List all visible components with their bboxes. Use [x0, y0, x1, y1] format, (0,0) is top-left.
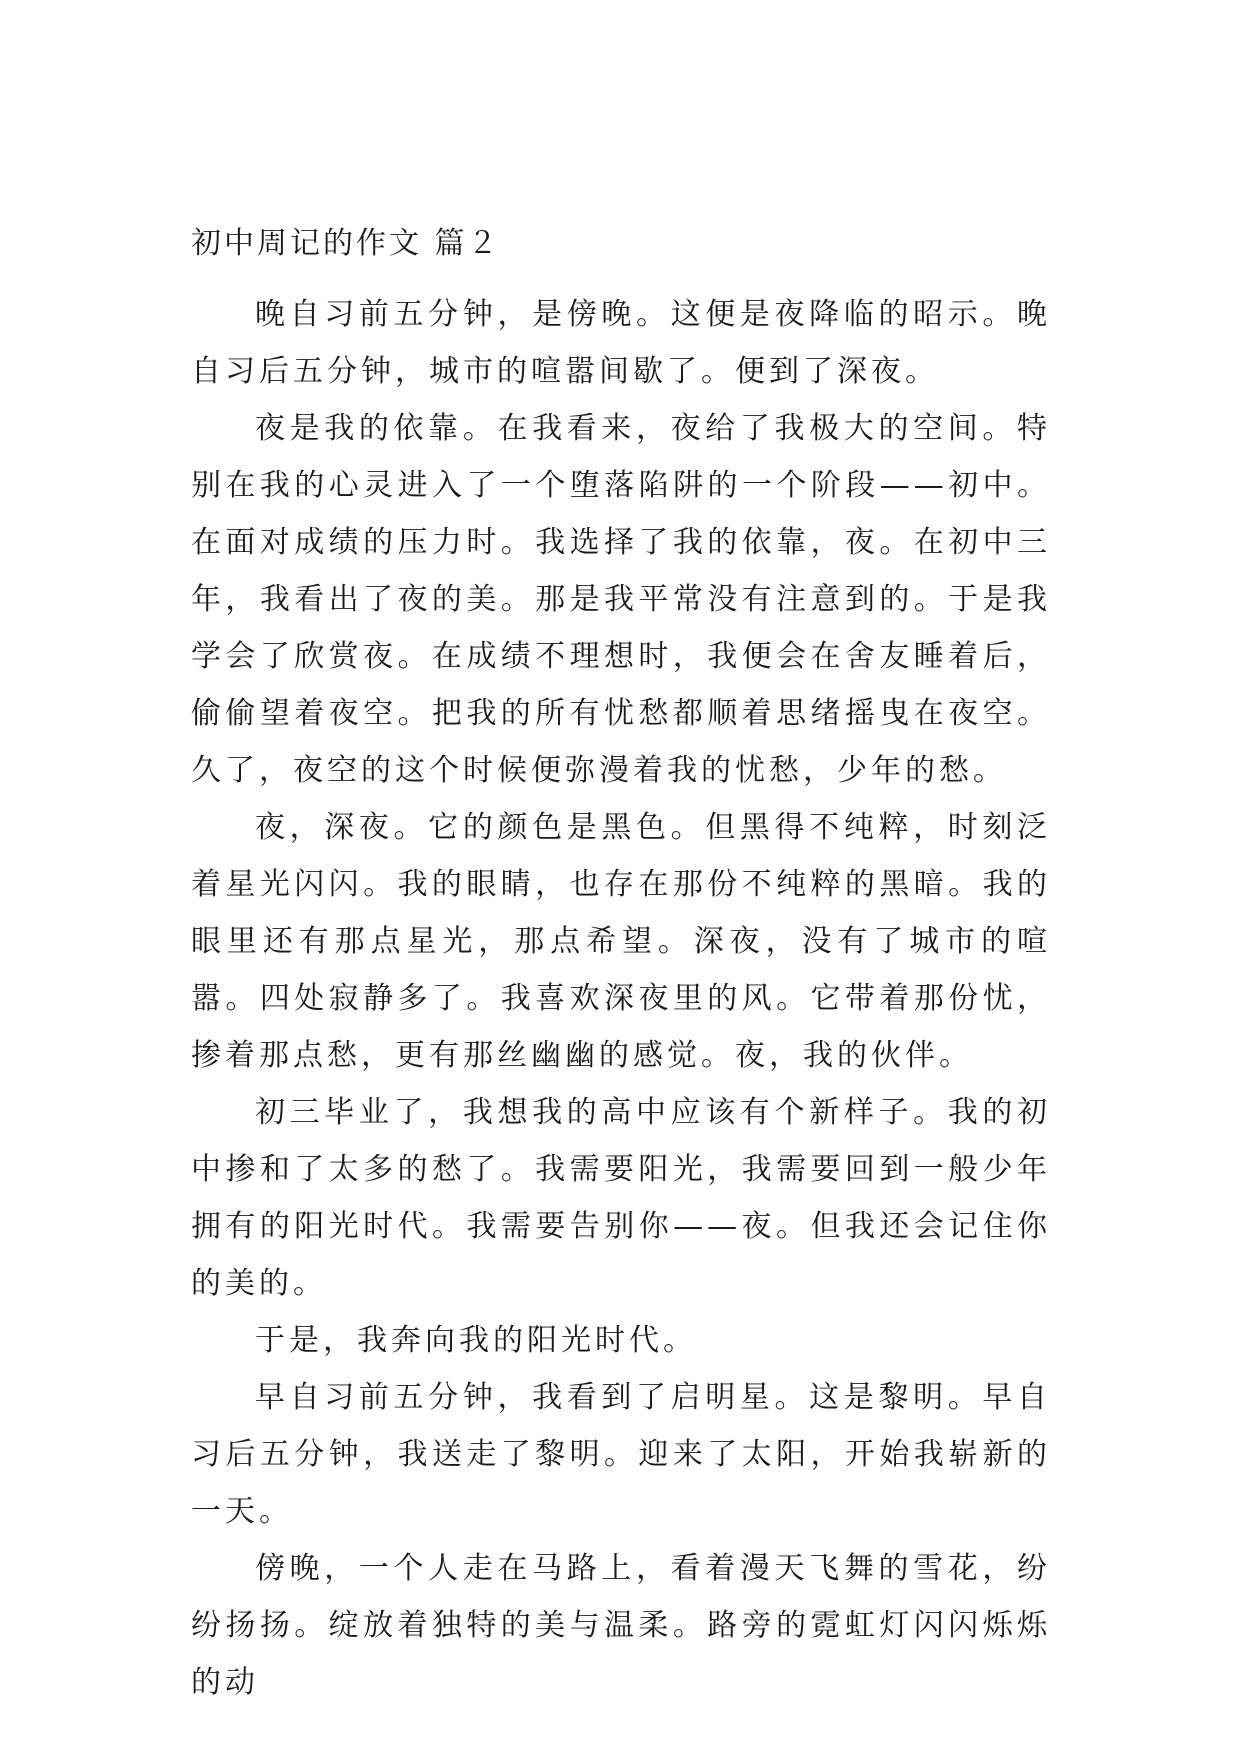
paragraph-1: 晚自习前五分钟，是傍晚。这便是夜降临的昭示。晚自习后五分钟，城市的喧嚣间歇了。便到了深夜。	[191, 297, 1051, 389]
paragraph-2: 夜是我的依靠。在我看来，夜给了我极大的空间。特别在我的心灵进入了一个堕落陷阱的一个阶段——初中。在面对成绩的压力时。我选择了我的依靠，夜。在初中三年，我看出了夜的美。那是我平常没有注意到的。于是我学会了欣赏夜。在成绩不理想时，我便会在舍友睡着后，偷偷望着夜空。把我的所有忧愁都顺着思绪摇曳在夜空。久了，夜空的这个时候便弥漫着我的忧愁，少年的愁。	[191, 411, 1051, 788]
paragraph-3: 夜，深夜。它的颜色是黑色。但黑得不纯粹，时刻泛着星光闪闪。我的眼睛，也存在那份不纯粹的黑暗。我的眼里还有那点星光，那点希望。深夜，没有了城市的喧嚣。四处寂静多了。我喜欢深夜里的风。它带着那份忧，掺着那点愁，更有那丝幽幽的感觉。夜，我的伙伴。	[191, 810, 1051, 1073]
paragraph-7: 傍晚，一个人走在马路上，看着漫天飞舞的雪花，纷纷扬扬。绽放着独特的美与温柔。路旁的霓虹灯闪闪烁烁的动	[191, 1551, 1051, 1700]
paragraph-4: 初三毕业了，我想我的高中应该有个新样子。我的初中掺和了太多的愁了。我需要阳光，我需要回到一般少年拥有的阳光时代。我需要告别你——夜。但我还会记住你的美的。	[191, 1095, 1051, 1301]
paragraph-6: 早自习前五分钟，我看到了启明星。这是黎明。早自习后五分钟，我送走了黎明。迎来了太阳，开始我崭新的一天。	[191, 1380, 1051, 1529]
document-title: 初中周记的作文 篇２	[191, 226, 501, 261]
title-spacer	[191, 264, 1051, 286]
paragraph-5: 于是，我奔向我的阳光时代。	[255, 1323, 697, 1358]
document-body	[191, 224, 1051, 1711]
